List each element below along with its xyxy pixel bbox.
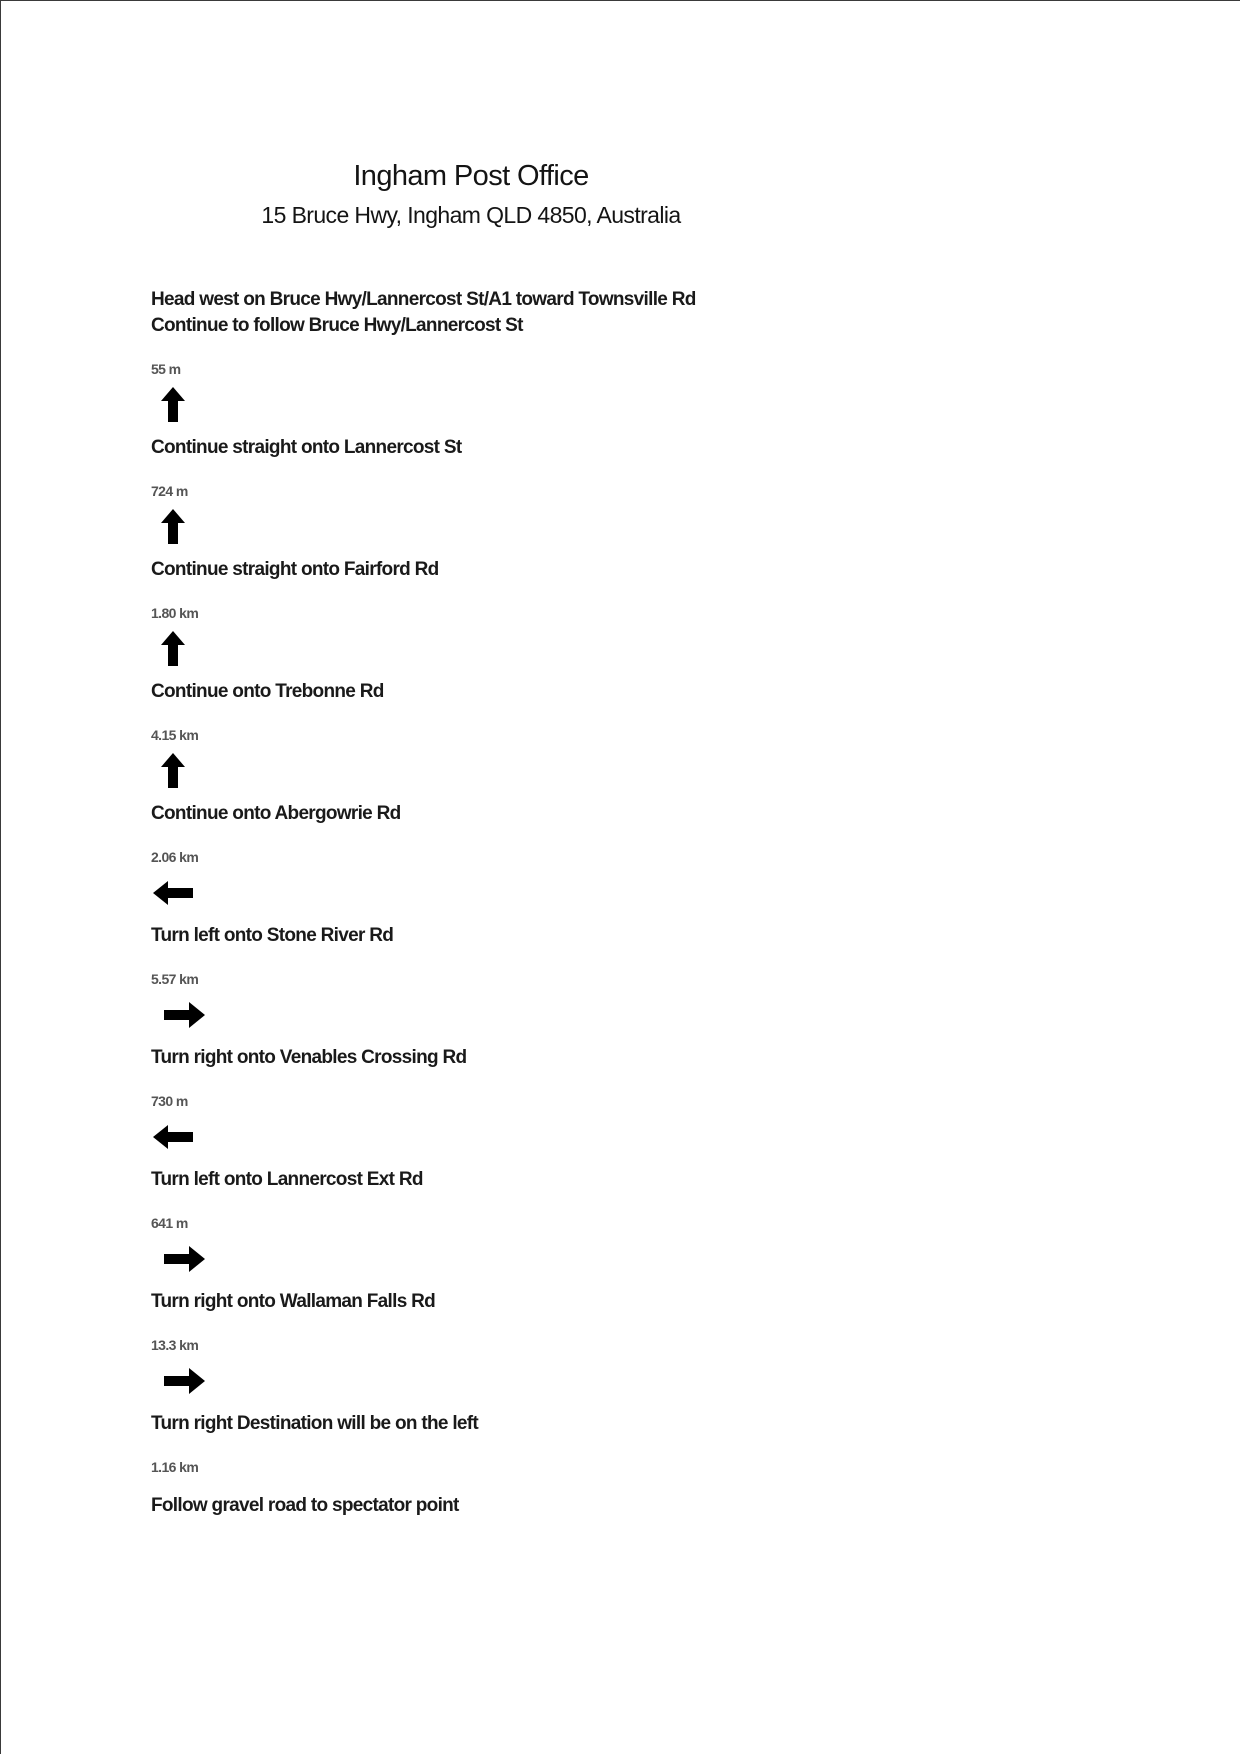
arrow-right-icon: [151, 1239, 211, 1279]
arrow-left-icon: [151, 1117, 211, 1157]
arrow-up-icon: [151, 385, 211, 425]
leg-instruction: Continue onto Trebonne Rd: [151, 681, 384, 702]
intro-line-1: Head west on Bruce Hwy/Lannercost St/A1 toward Townsville Rd: [151, 289, 696, 310]
final-leg: [151, 1459, 1051, 1519]
leg-instruction: Turn right onto Wallaman Falls Rd: [151, 1291, 436, 1312]
leg-item: [151, 1337, 1051, 1437]
page-address: 15 Bruce Hwy, Ingham QLD 4850, Australia: [261, 202, 681, 228]
intro-instruction: [151, 287, 1051, 339]
leg-instruction: Turn left onto Lannercost Ext Rd: [151, 1169, 423, 1190]
leg-instruction: Continue straight onto Fairford Rd: [151, 559, 439, 580]
leg-item: [151, 727, 1051, 827]
document-header: [151, 159, 791, 229]
leg-item: [151, 605, 1051, 705]
leg-instruction: Continue onto Abergowrie Rd: [151, 803, 401, 824]
leg-distance: 641 m: [151, 1215, 188, 1231]
final-instruction: Follow gravel road to spectator point: [151, 1495, 459, 1516]
intro-line-2: Continue to follow Bruce Hwy/Lannercost St: [151, 315, 523, 336]
leg-item: [151, 361, 1051, 461]
leg-distance: 55 m: [151, 361, 181, 377]
leg-distance: 5.57 km: [151, 971, 199, 987]
arrow-up-icon: [151, 629, 211, 669]
leg-instruction: Turn right onto Venables Crossing Rd: [151, 1047, 467, 1068]
leg-item: [151, 1093, 1051, 1193]
arrow-right-icon: [151, 995, 211, 1035]
leg-instruction: Turn left onto Stone River Rd: [151, 925, 394, 946]
arrow-right-icon: [151, 1361, 211, 1401]
arrow-up-icon: [151, 507, 211, 547]
leg-instruction: Turn right Destination will be on the left: [151, 1413, 479, 1434]
leg-distance: 4.15 km: [151, 727, 199, 743]
leg-distance: 1.80 km: [151, 605, 199, 621]
final-distance: 1.16 km: [151, 1459, 199, 1475]
leg-item: [151, 971, 1051, 1071]
directions-list: [151, 287, 1051, 1519]
page-title: Ingham Post Office: [353, 160, 589, 192]
leg-item: [151, 483, 1051, 583]
legs-container: [151, 361, 1051, 1437]
arrow-up-icon: [151, 751, 211, 791]
leg-item: [151, 849, 1051, 949]
arrow-left-icon: [151, 873, 211, 913]
leg-distance: 13.3 km: [151, 1337, 199, 1353]
leg-instruction: Continue straight onto Lannercost St: [151, 437, 462, 458]
leg-distance: 724 m: [151, 483, 188, 499]
leg-distance: 730 m: [151, 1093, 188, 1109]
leg-item: [151, 1215, 1051, 1315]
leg-distance: 2.06 km: [151, 849, 199, 865]
